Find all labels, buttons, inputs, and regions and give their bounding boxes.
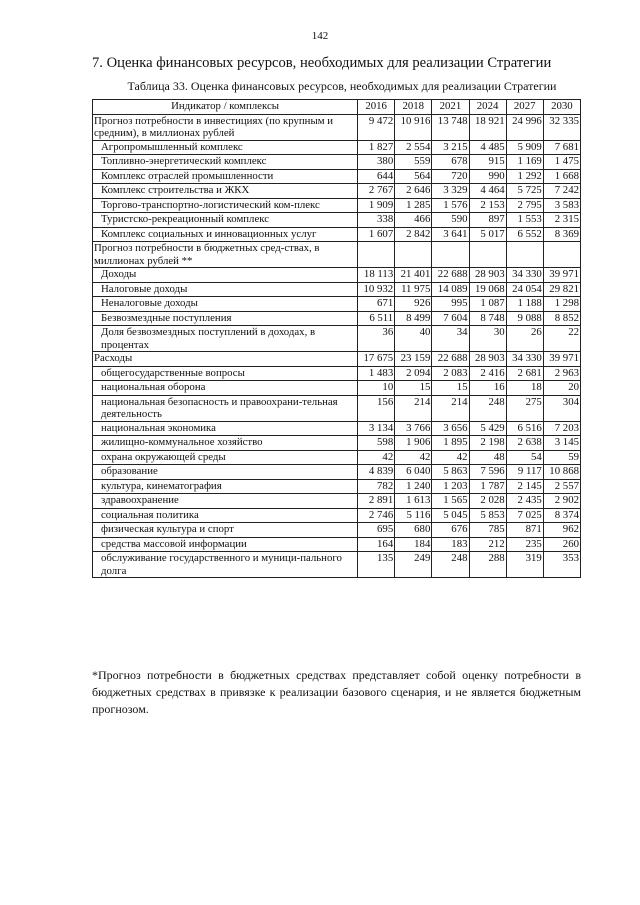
value-cell: 24 996 (506, 114, 543, 140)
value-cell: 1 240 (395, 479, 432, 494)
table-row (93, 140, 581, 155)
value-cell: 42 (395, 450, 432, 465)
row-label: культура, кинематография (93, 479, 358, 494)
table-row (93, 537, 581, 552)
value-cell: 1 668 (543, 169, 580, 184)
value-cell: 23 159 (395, 352, 432, 367)
value-cell: 214 (395, 395, 432, 421)
table-row (93, 523, 581, 538)
value-cell: 214 (432, 395, 469, 421)
value-cell: 13 748 (432, 114, 469, 140)
value-cell: 135 (358, 552, 395, 578)
value-cell: 644 (358, 169, 395, 184)
row-label: Туристско-рекреационный комплекс (93, 213, 358, 228)
value-cell: 590 (432, 213, 469, 228)
value-cell: 598 (358, 436, 395, 451)
financial-resources-table (92, 99, 581, 578)
value-cell: 7 025 (506, 508, 543, 523)
value-cell: 34 330 (506, 268, 543, 283)
value-cell: 1 292 (506, 169, 543, 184)
value-cell (506, 242, 543, 268)
value-cell: 2 315 (543, 213, 580, 228)
value-cell: 9 117 (506, 465, 543, 480)
table-row (93, 311, 581, 326)
value-cell: 8 499 (395, 311, 432, 326)
value-cell: 17 675 (358, 352, 395, 367)
value-cell: 782 (358, 479, 395, 494)
row-label: Доходы (93, 268, 358, 283)
value-cell: 671 (358, 297, 395, 312)
table-row (93, 479, 581, 494)
table-body (93, 114, 581, 578)
value-cell: 2 198 (469, 436, 506, 451)
value-cell: 235 (506, 537, 543, 552)
table-row (93, 213, 581, 228)
value-cell: 4 464 (469, 184, 506, 199)
value-cell: 5 045 (432, 508, 469, 523)
value-cell: 8 748 (469, 311, 506, 326)
value-cell: 1 787 (469, 479, 506, 494)
value-cell: 156 (358, 395, 395, 421)
value-cell: 2 028 (469, 494, 506, 509)
row-label: национальная безопасность и правоохрани-тельная деятельность (93, 395, 358, 421)
value-cell: 2 638 (506, 436, 543, 451)
table-row (93, 421, 581, 436)
value-cell: 304 (543, 395, 580, 421)
value-cell: 2 842 (395, 227, 432, 242)
row-label: Прогноз потребности в инвестициях (по крупным и средним), в миллионах рублей (93, 114, 358, 140)
value-cell: 21 401 (395, 268, 432, 283)
value-cell: 30 (469, 326, 506, 352)
table-row (93, 169, 581, 184)
value-cell: 42 (358, 450, 395, 465)
row-label: Агропромышленный комплекс (93, 140, 358, 155)
row-label: Расходы (93, 352, 358, 367)
value-cell: 2 963 (543, 366, 580, 381)
table-row (93, 508, 581, 523)
row-label: средства массовой информации (93, 537, 358, 552)
page-number: 142 (311, 30, 329, 42)
value-cell: 466 (395, 213, 432, 228)
value-cell: 2 153 (469, 198, 506, 213)
value-cell: 10 868 (543, 465, 580, 480)
value-cell: 3 583 (543, 198, 580, 213)
value-cell: 4 839 (358, 465, 395, 480)
value-cell: 40 (395, 326, 432, 352)
row-label: Топливно-энергетический комплекс (93, 155, 358, 170)
value-cell: 2 891 (358, 494, 395, 509)
value-cell: 29 821 (543, 282, 580, 297)
value-cell: 676 (432, 523, 469, 538)
value-cell: 1 298 (543, 297, 580, 312)
value-cell: 7 681 (543, 140, 580, 155)
value-cell: 2 746 (358, 508, 395, 523)
value-cell: 3 641 (432, 227, 469, 242)
value-cell: 59 (543, 450, 580, 465)
value-cell: 54 (506, 450, 543, 465)
table-row (93, 297, 581, 312)
value-cell: 720 (432, 169, 469, 184)
value-cell: 3 145 (543, 436, 580, 451)
header-cell: 2016 (358, 100, 395, 115)
row-label: физическая культура и спорт (93, 523, 358, 538)
value-cell: 14 089 (432, 282, 469, 297)
value-cell: 22 (543, 326, 580, 352)
value-cell: 8 852 (543, 311, 580, 326)
value-cell: 10 916 (395, 114, 432, 140)
value-cell: 2 646 (395, 184, 432, 199)
row-label: Торгово-транспортно-логистический ком-плекс (93, 198, 358, 213)
value-cell: 1 576 (432, 198, 469, 213)
header-cell: 2024 (469, 100, 506, 115)
value-cell: 1 483 (358, 366, 395, 381)
value-cell: 962 (543, 523, 580, 538)
table-row (93, 436, 581, 451)
value-cell: 926 (395, 297, 432, 312)
header-cell: Индикатор / комплексы (93, 100, 358, 115)
table-row (93, 395, 581, 421)
value-cell: 18 (506, 381, 543, 396)
table-row (93, 282, 581, 297)
value-cell: 288 (469, 552, 506, 578)
row-label: обслуживание государственного и муници-пального долга (93, 552, 358, 578)
value-cell: 24 054 (506, 282, 543, 297)
value-cell: 1 906 (395, 436, 432, 451)
value-cell: 26 (506, 326, 543, 352)
value-cell: 7 242 (543, 184, 580, 199)
value-cell: 338 (358, 213, 395, 228)
value-cell: 6 516 (506, 421, 543, 436)
value-cell: 6 040 (395, 465, 432, 480)
value-cell: 260 (543, 537, 580, 552)
value-cell: 2 145 (506, 479, 543, 494)
value-cell: 6 552 (506, 227, 543, 242)
value-cell: 22 688 (432, 268, 469, 283)
value-cell: 564 (395, 169, 432, 184)
value-cell: 1 188 (506, 297, 543, 312)
value-cell: 3 329 (432, 184, 469, 199)
value-cell: 28 903 (469, 352, 506, 367)
value-cell: 1 169 (506, 155, 543, 170)
value-cell: 319 (506, 552, 543, 578)
value-cell: 212 (469, 537, 506, 552)
value-cell: 915 (469, 155, 506, 170)
value-cell: 1 475 (543, 155, 580, 170)
value-cell (432, 242, 469, 268)
value-cell: 4 485 (469, 140, 506, 155)
header-cell: 2021 (432, 100, 469, 115)
table-row (93, 494, 581, 509)
value-cell: 1 565 (432, 494, 469, 509)
value-cell: 11 975 (395, 282, 432, 297)
table-row (93, 268, 581, 283)
value-cell: 7 604 (432, 311, 469, 326)
value-cell: 990 (469, 169, 506, 184)
value-cell: 680 (395, 523, 432, 538)
row-label: национальная оборона (93, 381, 358, 396)
value-cell: 15 (395, 381, 432, 396)
value-cell: 248 (432, 552, 469, 578)
value-cell: 42 (432, 450, 469, 465)
value-cell: 9 088 (506, 311, 543, 326)
value-cell: 39 971 (543, 352, 580, 367)
table-row (93, 184, 581, 199)
value-cell: 1 607 (358, 227, 395, 242)
value-cell (358, 242, 395, 268)
value-cell: 19 068 (469, 282, 506, 297)
value-cell: 353 (543, 552, 580, 578)
value-cell: 678 (432, 155, 469, 170)
value-cell: 3 766 (395, 421, 432, 436)
row-label: Доля безвозмездных поступлений в доходах, в процентах (93, 326, 358, 352)
value-cell: 5 909 (506, 140, 543, 155)
row-label: Комплекс социальных и инновационных услуг (93, 227, 358, 242)
table-row (93, 381, 581, 396)
value-cell: 3 215 (432, 140, 469, 155)
row-label: жилищно-коммунальное хозяйство (93, 436, 358, 451)
value-cell: 39 971 (543, 268, 580, 283)
value-cell: 48 (469, 450, 506, 465)
value-cell: 1 827 (358, 140, 395, 155)
value-cell: 5 429 (469, 421, 506, 436)
value-cell: 995 (432, 297, 469, 312)
value-cell: 275 (506, 395, 543, 421)
value-cell: 785 (469, 523, 506, 538)
table-row (93, 114, 581, 140)
value-cell: 22 688 (432, 352, 469, 367)
table-header-row (93, 100, 581, 115)
value-cell: 36 (358, 326, 395, 352)
value-cell: 20 (543, 381, 580, 396)
header-cell: 2027 (506, 100, 543, 115)
table-caption: Таблица 33. Оценка финансовых ресурсов, необходимых для реализации Стратегии (127, 79, 557, 93)
value-cell: 1 895 (432, 436, 469, 451)
value-cell: 6 511 (358, 311, 395, 326)
value-cell: 18 113 (358, 268, 395, 283)
table-row (93, 198, 581, 213)
value-cell: 559 (395, 155, 432, 170)
value-cell: 1 909 (358, 198, 395, 213)
value-cell: 8 374 (543, 508, 580, 523)
row-label: Прогноз потребности в бюджетных сред-ствах, в миллионах рублей ** (93, 242, 358, 268)
value-cell (543, 242, 580, 268)
row-label: национальная экономика (93, 421, 358, 436)
value-cell: 184 (395, 537, 432, 552)
value-cell: 3 134 (358, 421, 395, 436)
value-cell: 249 (395, 552, 432, 578)
table-row (93, 552, 581, 578)
value-cell: 5 863 (432, 465, 469, 480)
value-cell: 34 (432, 326, 469, 352)
value-cell: 1 613 (395, 494, 432, 509)
table-row (93, 242, 581, 268)
value-cell (395, 242, 432, 268)
table-row (93, 227, 581, 242)
value-cell: 3 656 (432, 421, 469, 436)
table-row (93, 155, 581, 170)
value-cell: 9 472 (358, 114, 395, 140)
row-label: здравоохранение (93, 494, 358, 509)
value-cell: 183 (432, 537, 469, 552)
value-cell: 164 (358, 537, 395, 552)
value-cell: 2 416 (469, 366, 506, 381)
value-cell: 1 087 (469, 297, 506, 312)
value-cell: 7 203 (543, 421, 580, 436)
footnote: *Прогноз потребности в бюджетных средствах представляет собой оценку потребности в бюджетных средствах в привязке к реализации базового сценария, и не является бюджетным прогнозом. (92, 668, 581, 716)
value-cell: 2 767 (358, 184, 395, 199)
value-cell: 10 932 (358, 282, 395, 297)
row-label: Неналоговые доходы (93, 297, 358, 312)
value-cell: 248 (469, 395, 506, 421)
row-label: охрана окружающей среды (93, 450, 358, 465)
value-cell: 16 (469, 381, 506, 396)
section-heading: 7. Оценка финансовых ресурсов, необходимых для реализации Стратегии (92, 55, 552, 71)
table-row (93, 450, 581, 465)
value-cell: 2 681 (506, 366, 543, 381)
value-cell: 5 725 (506, 184, 543, 199)
value-cell: 8 369 (543, 227, 580, 242)
row-label: образование (93, 465, 358, 480)
header-cell: 2030 (543, 100, 580, 115)
value-cell: 2 902 (543, 494, 580, 509)
value-cell: 1 203 (432, 479, 469, 494)
value-cell: 28 903 (469, 268, 506, 283)
value-cell: 1 553 (506, 213, 543, 228)
value-cell: 871 (506, 523, 543, 538)
header-cell: 2018 (395, 100, 432, 115)
value-cell: 2 435 (506, 494, 543, 509)
value-cell: 2 795 (506, 198, 543, 213)
row-label: Безвозмездные поступления (93, 311, 358, 326)
row-label: Комплекс отраслей промышленности (93, 169, 358, 184)
value-cell: 1 285 (395, 198, 432, 213)
value-cell: 7 596 (469, 465, 506, 480)
value-cell: 10 (358, 381, 395, 396)
value-cell: 380 (358, 155, 395, 170)
table-row (93, 465, 581, 480)
value-cell: 5 017 (469, 227, 506, 242)
row-label: социальная политика (93, 508, 358, 523)
row-label: Налоговые доходы (93, 282, 358, 297)
value-cell (469, 242, 506, 268)
value-cell: 2 083 (432, 366, 469, 381)
value-cell: 34 330 (506, 352, 543, 367)
table-row (93, 352, 581, 367)
value-cell: 5 116 (395, 508, 432, 523)
value-cell: 5 853 (469, 508, 506, 523)
row-label: Комплекс строительства и ЖКХ (93, 184, 358, 199)
value-cell: 897 (469, 213, 506, 228)
table-row (93, 366, 581, 381)
value-cell: 2 094 (395, 366, 432, 381)
value-cell: 18 921 (469, 114, 506, 140)
value-cell: 32 335 (543, 114, 580, 140)
value-cell: 695 (358, 523, 395, 538)
value-cell: 2 554 (395, 140, 432, 155)
row-label: общегосударственные вопросы (93, 366, 358, 381)
value-cell: 15 (432, 381, 469, 396)
value-cell: 2 557 (543, 479, 580, 494)
table-row (93, 326, 581, 352)
